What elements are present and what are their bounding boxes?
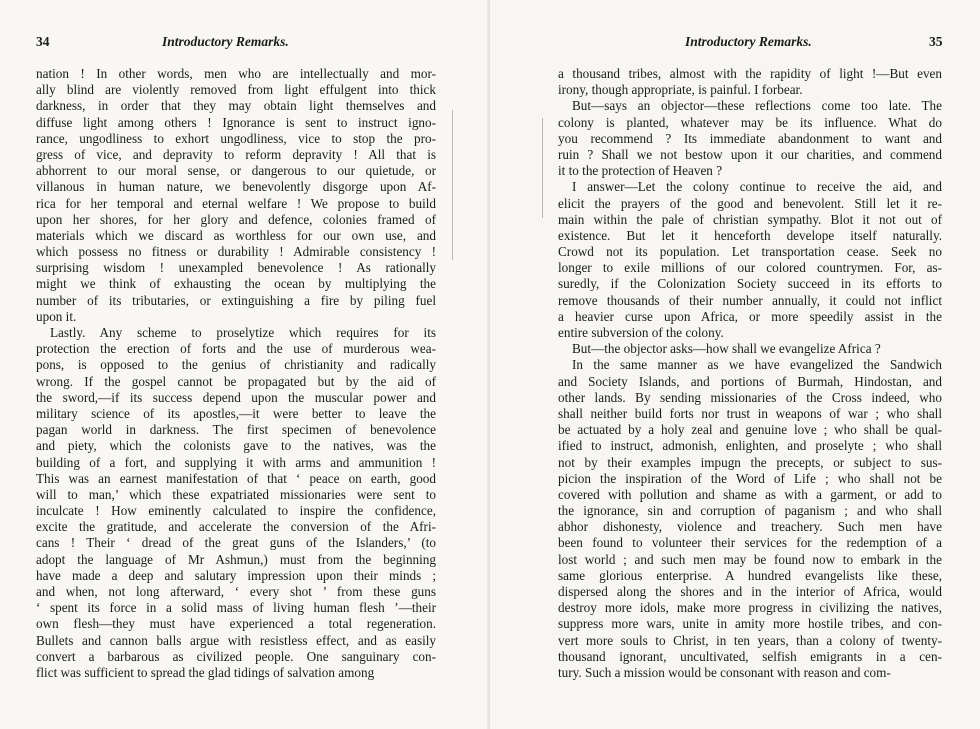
right-margin-pencil-mark bbox=[542, 118, 543, 218]
left-page-line-13: surprising wisdom ! unexampled benevolence ! As rationally bbox=[36, 260, 436, 276]
left-page-line-29: excite the gratitude, and accelerate the conversion of the Afri- bbox=[36, 519, 436, 535]
left-page-line-37: convert a barbarous as civilized people. One sanguinary con- bbox=[36, 648, 436, 664]
left-page-line-27: will to man,’ which these expatriated missionaries were sent to bbox=[36, 486, 436, 502]
right-page-line-29: abhor dishonesty, violence and treachery. Such men have bbox=[558, 519, 942, 535]
left-page-line-16: upon it. bbox=[36, 308, 77, 324]
left-page-line-36: Bullets and cannon balls argue with resistless effect, and as easily bbox=[36, 632, 436, 648]
right-page-line-3: But—says an objector—these reflections come too late. The bbox=[572, 98, 942, 114]
left-page-line-8: villanous in human nature, we benevolently disgorge upon Af- bbox=[36, 179, 436, 195]
left-margin-pencil-mark bbox=[452, 110, 453, 260]
right-page-body bbox=[558, 66, 942, 681]
left-page-line-38: flict was sufficient to spread the glad tidings of salvation among bbox=[36, 664, 375, 680]
right-page-line-11: existence. But let it henceforth develope itself naturally. bbox=[558, 227, 942, 243]
right-page-line-20: and Society Islands, and portions of Burmah, Hindostan, and bbox=[558, 373, 942, 389]
left-page-line-21: the sword,—if its success depend upon the muscular power and bbox=[36, 389, 436, 405]
left-page-number: 34 bbox=[36, 34, 50, 49]
left-page-line-1: nation ! In other words, men who are intellectually and mor- bbox=[36, 66, 436, 81]
left-page-line-3: darkness, in order that they may obtain light themselves and bbox=[36, 98, 436, 114]
left-page-line-32: have made a deep and salutary impression upon their minds ; bbox=[36, 567, 436, 583]
right-page-line-28: the ignorance, sin and corruption of paganism ; and who shall bbox=[558, 503, 942, 519]
left-page-line-26: This was an earnest manifestation of that ‘ peace on earth, good bbox=[36, 470, 436, 486]
left-page-line-15: number of its tributaries, or extinguishing a fire by piling fuel bbox=[36, 292, 436, 308]
right-page-line-4: colony is planted, whatever may be its influence. What do bbox=[558, 114, 942, 130]
left-page-line-10: upon her shores, for her glory and defence, colonies framed of bbox=[36, 211, 436, 227]
right-page-line-12: Crowd not its population. Let transportation cease. Seek no bbox=[558, 244, 942, 260]
left-page-line-12: which possess no fitness or durability ! Admirable consistency ! bbox=[36, 244, 436, 260]
right-page-line-5: you recommend ? Its immediate abandonment to want and bbox=[558, 130, 942, 146]
left-page-line-25: building of a fort, and supplying it with arms and ammunition ! bbox=[36, 454, 436, 470]
left-page-line-24: and piety, which the colonists gave to the natives, was the bbox=[36, 438, 436, 454]
left-page-line-14: might we think of exhausting the ocean by multiplying the bbox=[36, 276, 436, 292]
left-page-line-20: wrong. If the gospel cannot be propagated but by the aid of bbox=[36, 373, 436, 389]
right-page-line-30: been found to volunteer their services for the redemption of a bbox=[558, 535, 942, 551]
right-page-line-19: In the same manner as we have evangelized the Sandwich bbox=[572, 357, 942, 373]
right-page-line-21: other lands. By sending missionaries of the Cross indeed, who bbox=[558, 389, 942, 405]
left-page-line-18: protection the erection of forts and the use of murderous wea- bbox=[36, 341, 436, 357]
left-page-line-11: materials which we discard as worthless for our own use, and bbox=[36, 227, 436, 243]
left-running-head: Introductory Remarks. bbox=[162, 34, 289, 49]
left-page-line-31: adopt the language of Mr Ashmun,) must from the beginning bbox=[36, 551, 436, 567]
left-page-line-33: and when, not long afterward, ‘ every shot ’ from these guns bbox=[36, 584, 436, 599]
right-page-line-33: dispersed along the shores and in the interior of Africa, would bbox=[558, 584, 942, 599]
right-page-line-22: shall neither build forts nor trust in weapons of war ; who shall bbox=[558, 405, 942, 421]
left-page-line-23: pagan world in darkness. The first specimen of benevolence bbox=[36, 422, 436, 438]
left-page-line-17: Lastly. Any scheme to proselytize which requires for its bbox=[50, 325, 436, 340]
right-page-line-8: I answer—Let the colony continue to receive the aid, and bbox=[572, 179, 942, 195]
right-page bbox=[490, 0, 980, 729]
left-page-line-22: military science of its apostles,—it were better to leave the bbox=[36, 405, 436, 421]
right-page-line-16: a heavier curse upon Africa, or more speedily assist in the bbox=[558, 308, 942, 324]
right-page-line-34: destroy more idols, make more progress in civilizing the natives, bbox=[558, 600, 942, 616]
right-page-line-13: longer to exile millions of our colored countrymen. For, as- bbox=[558, 260, 942, 276]
right-page-line-27: covered with pollution and shame as with a garment, or add to bbox=[558, 486, 942, 502]
right-page-line-24: ified to instruct, admonish, enlighten, and proselyte ; who shall bbox=[558, 438, 942, 454]
right-page-line-26: picion the inspiration of the Word of Life ; who shall not be bbox=[558, 470, 942, 486]
left-page-line-6: gress of vice, and depravity to reform depravity ! All that is bbox=[36, 146, 436, 162]
left-page-line-30: cans ! Their ‘ dread of the great guns of the Islanders,’ (to bbox=[36, 535, 436, 551]
right-running-head: Introductory Remarks. bbox=[685, 34, 812, 49]
left-page-line-4: diffuse light among others ! Ignorance is sent to instruct igno- bbox=[36, 114, 436, 130]
right-page-line-31: lost world ; and such men may be found now to embark in the bbox=[558, 551, 942, 567]
right-page-line-2: irony, though appropriate, is painful. I forbear. bbox=[558, 82, 803, 98]
right-page-line-1: a thousand tribes, almost with the rapidity of light !—But even bbox=[558, 66, 942, 81]
left-page-line-7: abhorrent to our moral sense, or dangerous to our quietude, or bbox=[36, 163, 436, 179]
left-page-line-19: pons, is opposed to the genius of christianity and radically bbox=[36, 357, 436, 373]
right-page-line-9: elicit the prayers of the good and benevolent. Still let it re- bbox=[558, 195, 942, 211]
right-page-line-14: suredly, if the Colonization Society succeed in its efforts to bbox=[558, 276, 942, 292]
left-page-line-34: ‘ spent its force in a solid mass of living human flesh ’—their bbox=[36, 600, 436, 616]
right-page-line-15: remove thousands of their number annually, it could not inflict bbox=[558, 292, 942, 308]
right-page-line-35: suppress more wars, unite in amity more hostile tribes, and con- bbox=[558, 616, 942, 632]
left-page-line-35: own flesh—they must have experienced a total regeneration. bbox=[36, 616, 436, 632]
right-page-line-36: vert more souls to Christ, in ten years, than a colony of twenty- bbox=[558, 632, 942, 648]
right-page-line-23: be actuated by a holy zeal and genuine love ; who shall be qual- bbox=[558, 422, 942, 438]
right-page-line-38: tury. Such a mission would be consonant with reason and com- bbox=[558, 664, 891, 680]
left-page-line-9: rica for her temporal and eternal welfare ! We propose to build bbox=[36, 195, 436, 211]
left-page-body bbox=[36, 66, 436, 681]
right-page-line-6: ruin ? Shall we not bestow upon it our charities, and commend bbox=[558, 146, 942, 162]
left-page-line-5: rance, ungodliness to exhort ungodliness, vice to stop the pro- bbox=[36, 130, 436, 146]
left-page-line-2: ally blind are violently removed from light effulgent into thick bbox=[36, 82, 436, 98]
right-page-line-25: not by their examples impugn the precepts, or subject to sus- bbox=[558, 454, 942, 470]
right-page-line-32: same glorious enterprise. A hundred evangelists like these, bbox=[558, 567, 942, 583]
right-page-number: 35 bbox=[929, 34, 943, 49]
left-page-line-28: inculcate ! How eminently calculated to inspire the confidence, bbox=[36, 503, 436, 519]
right-page-line-18: But—the objector asks—how shall we evangelize Africa ? bbox=[572, 341, 881, 357]
right-page-line-7: it to the protection of Heaven ? bbox=[558, 163, 723, 179]
right-page-line-17: entire subversion of the colony. bbox=[558, 325, 724, 340]
right-page-line-37: thousand ignorant, uncultivated, selfish emigrants in a cen- bbox=[558, 648, 942, 664]
right-page-line-10: main within the pale of christian sympathy. Blot it not out of bbox=[558, 211, 942, 227]
